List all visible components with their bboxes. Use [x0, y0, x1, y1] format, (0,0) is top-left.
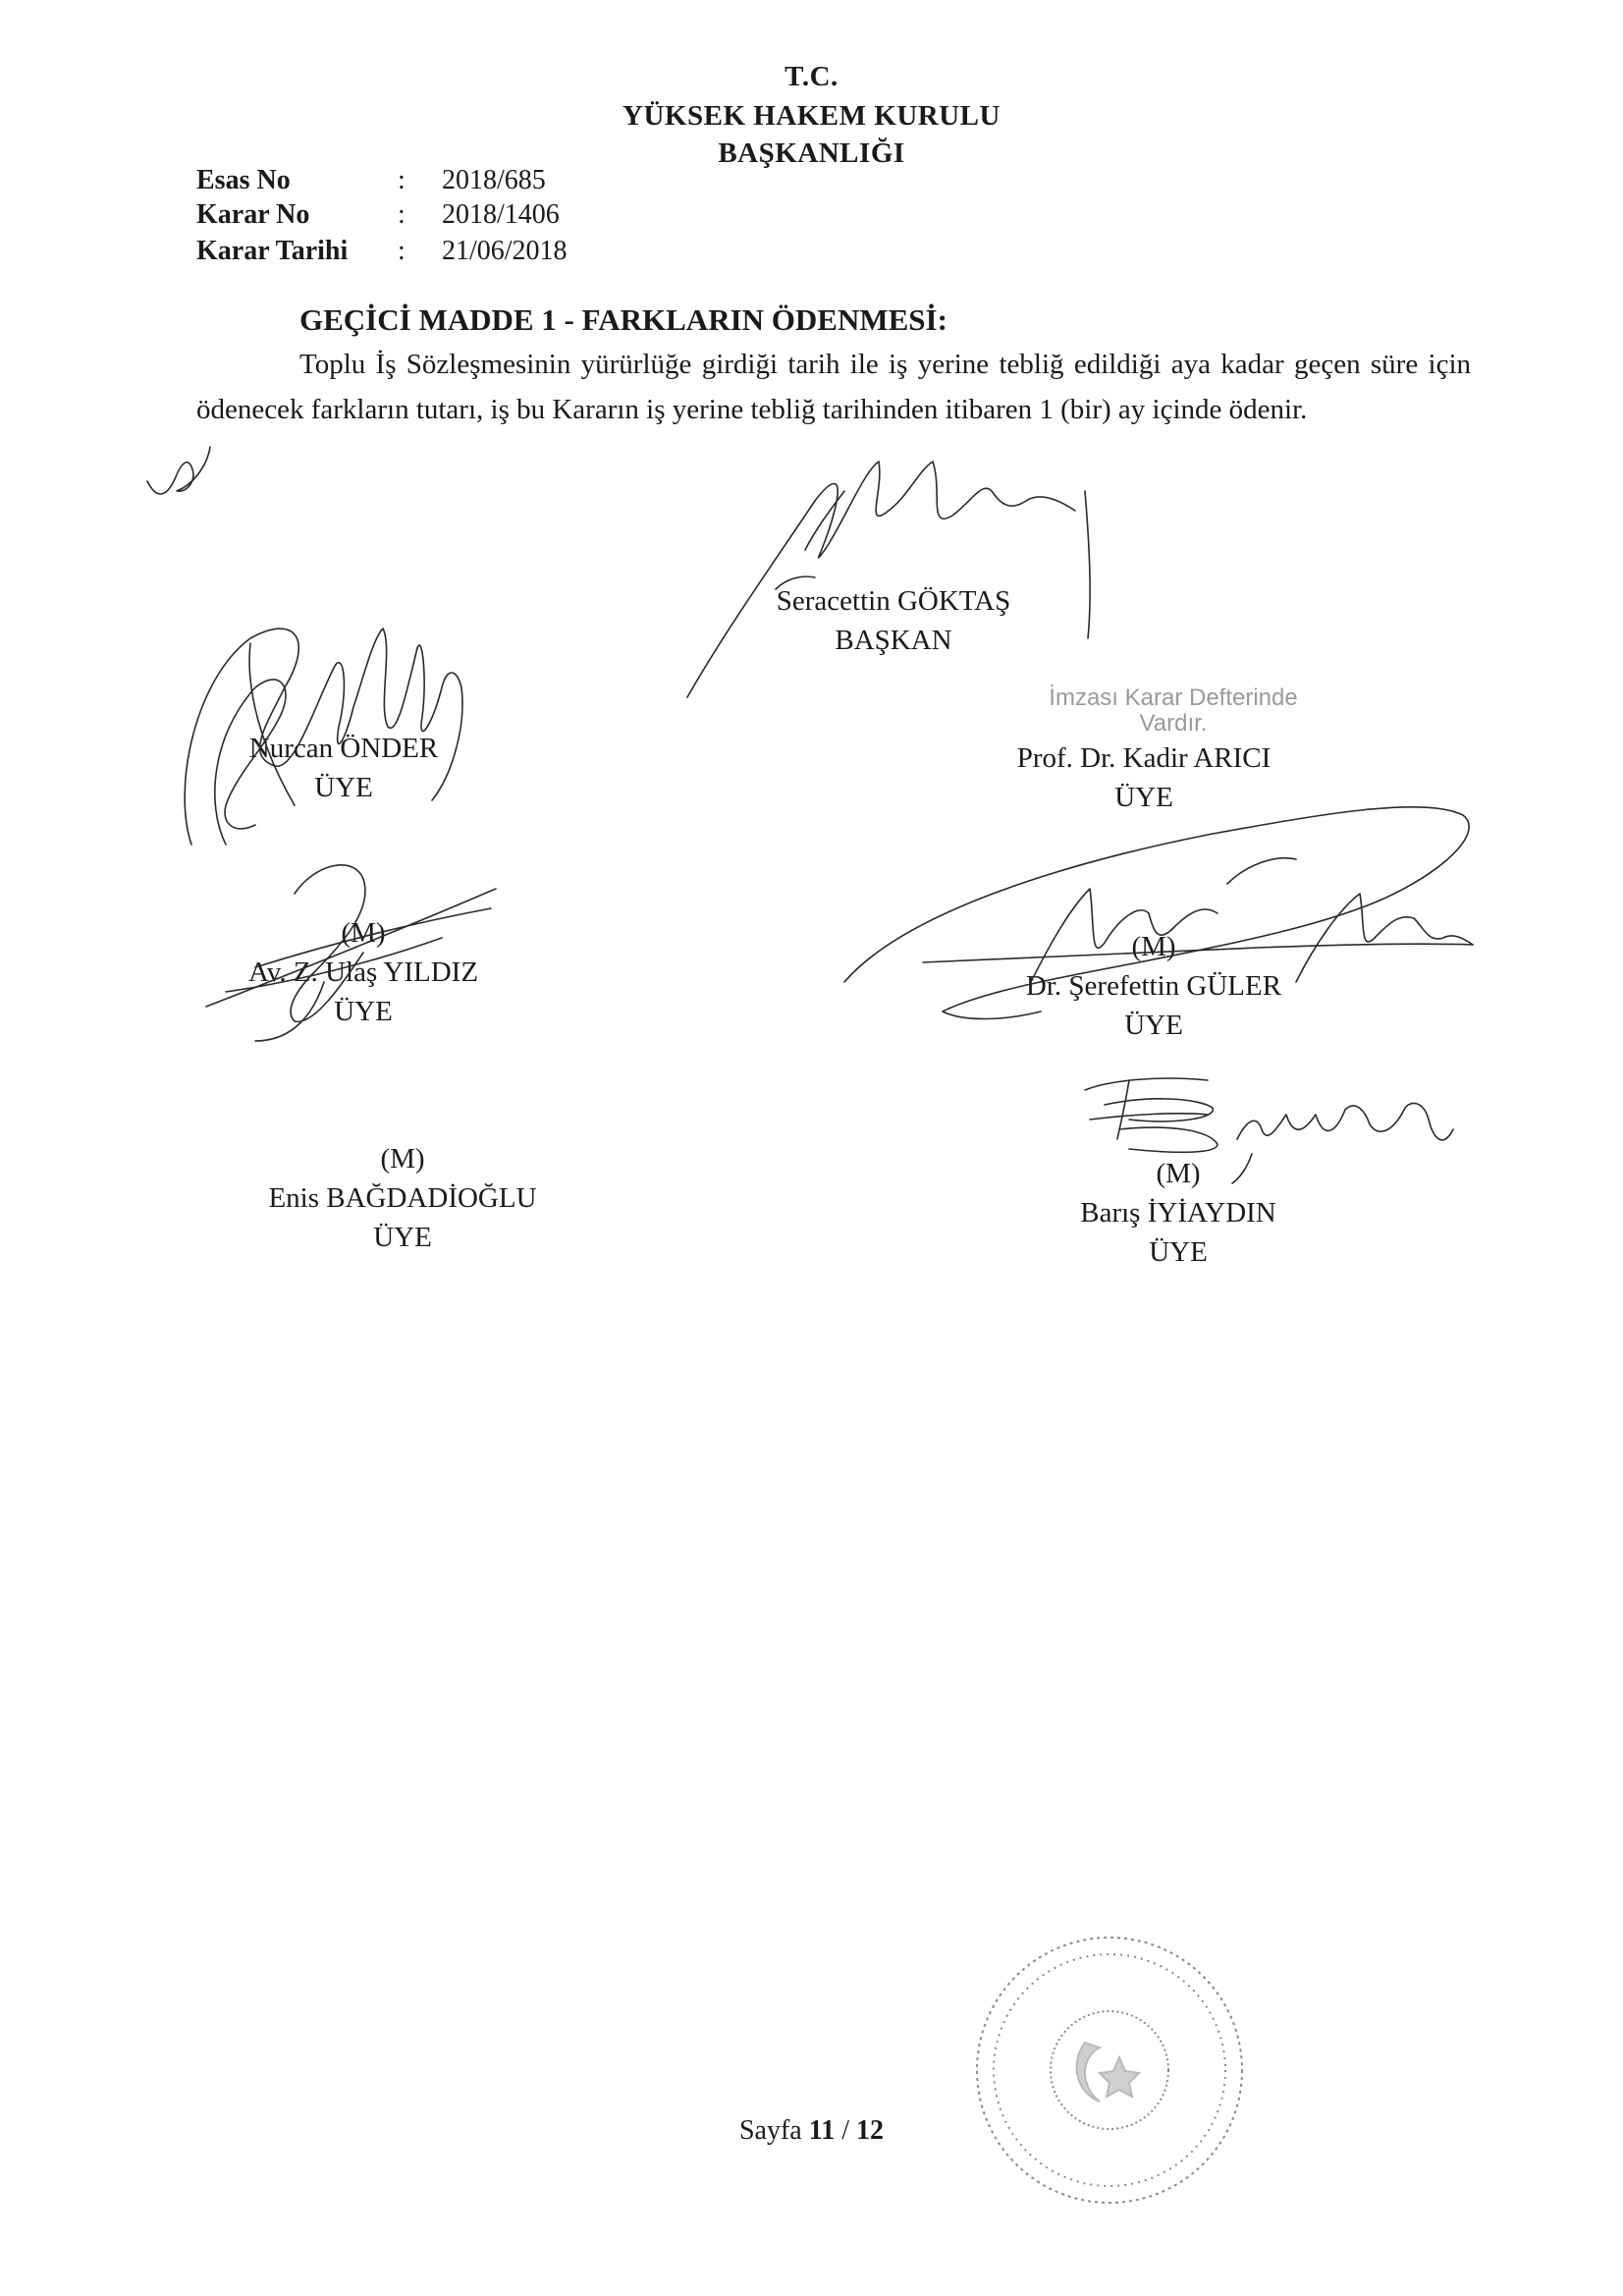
signatory-iyiaydin [1021, 1154, 1335, 1272]
meta-value: 2018/685 [442, 165, 546, 195]
meta-value: 2018/1406 [442, 199, 560, 230]
chair-signature [687, 462, 1090, 697]
signatory-role: ÜYE [334, 996, 393, 1027]
meta-label: Karar Tarihi [196, 236, 349, 266]
signatory-name: Nurcan ÖNDER [248, 733, 439, 764]
signatory-name: Prof. Dr. Kadir ARICI [1016, 742, 1271, 774]
signatory-mark: (M) [341, 917, 386, 949]
article-title: GEÇİCİ MADDE 1 - FARKLARIN ÖDENMESİ: [299, 302, 947, 337]
signatory-mark: (M) [1156, 1158, 1201, 1189]
signatory-name: Enis BAĞDADİOĞLU [268, 1182, 537, 1214]
signatory-mark: (M) [380, 1143, 425, 1175]
signatory-role: ÜYE [1149, 1236, 1208, 1268]
meta-value: 21/06/2018 [442, 236, 568, 266]
signatory-name: Av. Z. Ulaş YILDIZ [247, 957, 479, 988]
article-body: Toplu İş Sözleşmesinin yürürlüğe girdiği tarih ile iş yerine tebliğ edildiği aya kadar geçen süre için ödenecek farkların tutarı, iş bu Kararın iş yerine tebliğ tarihinden itibaren 1 (bir) ay içinde ödenir. [196, 349, 1471, 425]
signatory-role: ÜYE [1114, 782, 1173, 813]
meta-label: Esas No [196, 165, 291, 195]
paraph-signature [147, 447, 210, 494]
signatory-role: ÜYE [1124, 1010, 1183, 1041]
signatory-mark: (M) [1131, 931, 1176, 962]
signatory-name: Seracettin GÖKTAŞ [776, 585, 1011, 617]
signatory-bagdadioglu [226, 1139, 579, 1257]
meta-separator: : [398, 165, 406, 195]
page-separator: / [841, 2115, 849, 2146]
meta-label: Karar No [196, 199, 310, 230]
signatory-chair [746, 581, 1041, 660]
signatory-arici [987, 738, 1301, 817]
official-seal [977, 1938, 1242, 2203]
signatory-role: BAŞKAN [835, 625, 952, 656]
page-current: 11 [808, 2115, 836, 2146]
signatory-name: Barış İYİAYDIN [1080, 1197, 1276, 1229]
signatory-guler [992, 927, 1316, 1045]
meta-separator: : [398, 236, 406, 266]
page-prefix: Sayfa [738, 2115, 802, 2146]
signatory-role: ÜYE [373, 1222, 432, 1253]
signatory-name: Dr. Şerefettin GÜLER [1025, 970, 1282, 1002]
page-total: 12 [856, 2115, 884, 2146]
meta-separator: : [398, 199, 406, 230]
signatory-onder [216, 729, 471, 807]
signature-on-file-stamp: İmzası Karar Defterinde Vardır. [1049, 684, 1298, 737]
signatory-yildiz [216, 913, 511, 1031]
header-line-tc: T.C. [784, 61, 839, 92]
page-number [0, 2115, 1623, 2147]
header-line-institution: YÜKSEK HAKEM KURULU [622, 100, 1001, 132]
signatory-role: ÜYE [314, 772, 373, 803]
header-line-presidency: BAŞKANLIĞI [718, 137, 905, 169]
